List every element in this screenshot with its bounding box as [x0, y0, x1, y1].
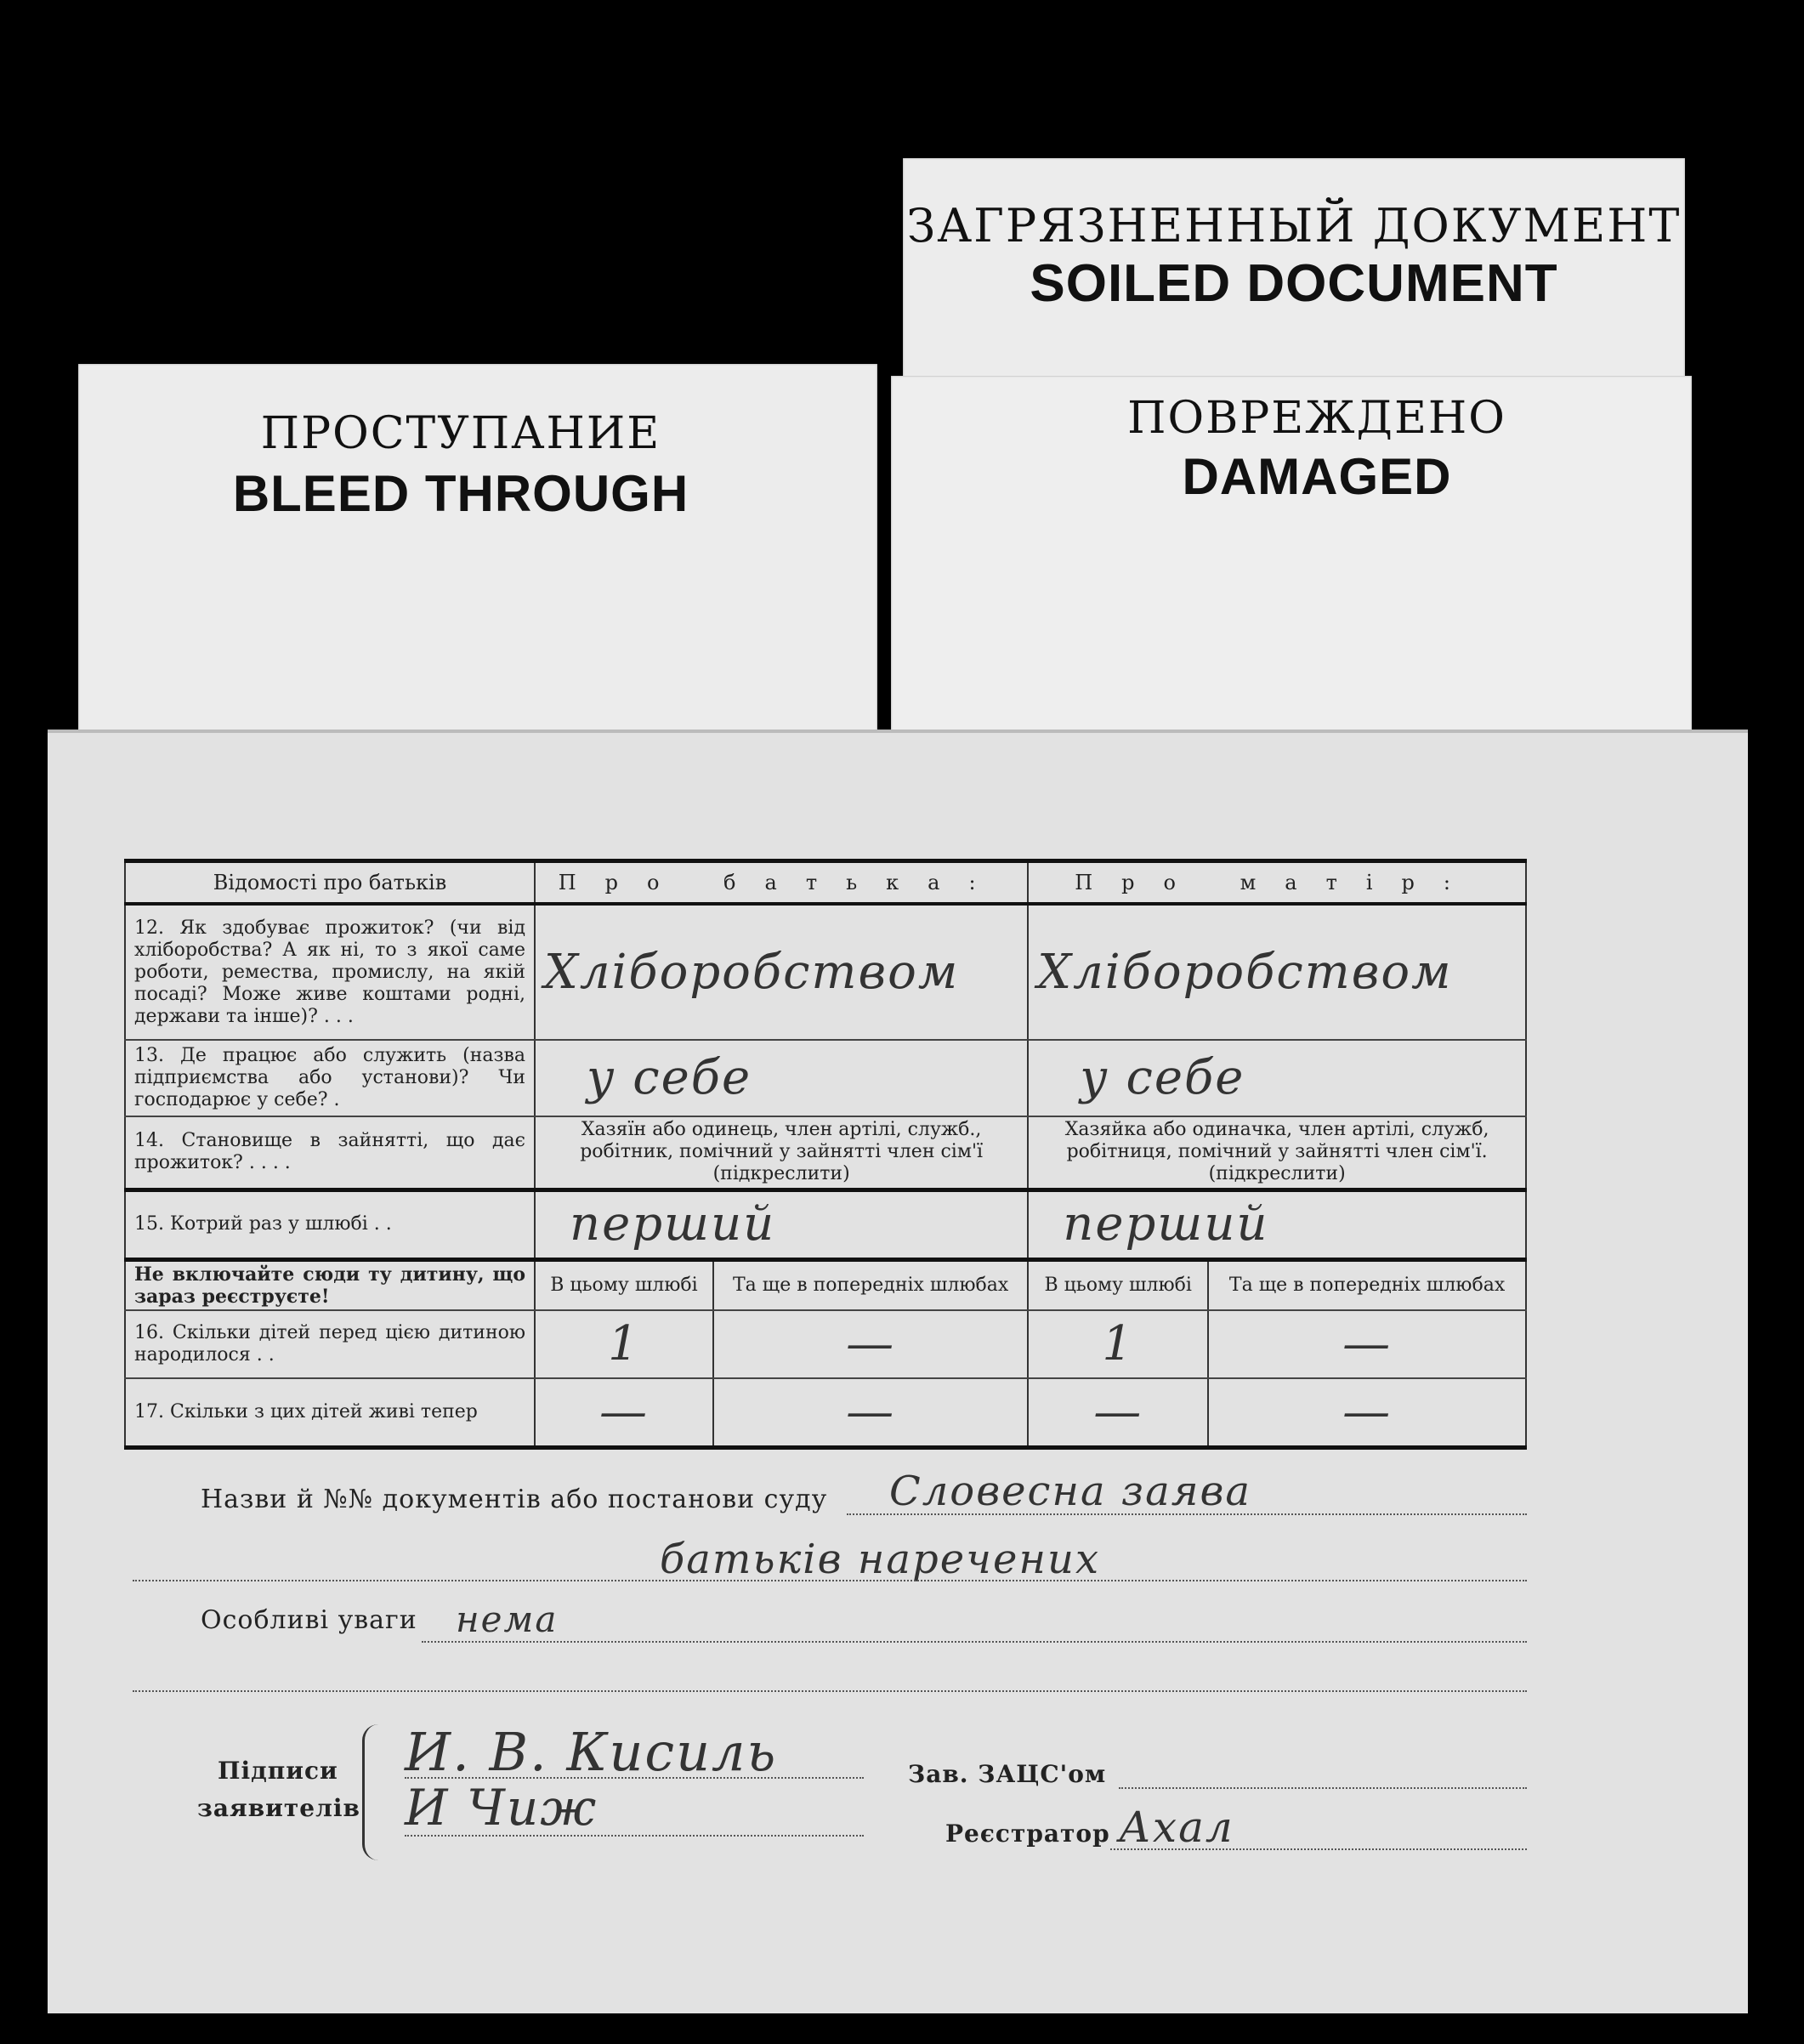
father-living-this: — [535, 1378, 713, 1448]
table-row [125, 1378, 1526, 1448]
bleed-ru-text: ПРОСТУПАНИЕ [260, 408, 661, 459]
registrar-label: Реєстратор [945, 1820, 1110, 1848]
father-livelihood: Хліборобством [535, 904, 1028, 1040]
documents-line-2 [133, 1580, 1527, 1581]
signatures-brace [362, 1724, 378, 1860]
table-row [125, 1040, 1526, 1116]
documents-value-2: батьків наречених [660, 1536, 1101, 1583]
notes-label: Особливі уваги [201, 1605, 417, 1635]
question-16: 16. Скільки дітей перед цією дитиною народилося . . [125, 1310, 535, 1378]
registrar-signature-line [1110, 1848, 1527, 1850]
father-living-prev: — [713, 1378, 1028, 1448]
question-12: 12. Як здобуває прожиток? (чи від хліборобства? А як ні, то з якої саме роботи, ремества, промислу, на якій посаді? Може живе коштами родні, держави та інше)? . . . [125, 904, 535, 1040]
documents-label: Назви й №№ документів або постанови суду [201, 1485, 828, 1514]
father-children-prev: — [713, 1310, 1028, 1378]
father-employment-status: Хазяїн або одинець, член артілі, служб., робітник, помічний у зайнятті член сім'ї (підкреслити) [535, 1116, 1028, 1189]
question-13: 13. Де працює або служить (назва підприємства або установи)? Чи господарює у себе? . [125, 1040, 535, 1116]
mother-children-prev: — [1208, 1310, 1526, 1378]
children-header-row [125, 1259, 1526, 1310]
bleed-through-card [78, 364, 877, 738]
mother-in-previous-marriages: Та ще в попередніх шлюбах [1208, 1259, 1526, 1310]
bleed-en-text: BLEED THROUGH [232, 465, 689, 522]
soiled-ru-text: ЗАГРЯЗНЕННЫЙ ДОКУМЕНТ [906, 199, 1682, 253]
table-row [125, 1116, 1526, 1189]
father-marriage-number: перший [535, 1189, 1028, 1259]
children-exclusion-note: Не включайте сюди ту дитину, що зараз реєструєте! [125, 1259, 535, 1310]
mother-marriage-number: перший [1028, 1189, 1526, 1259]
notes-value: нема [456, 1598, 559, 1640]
documents-line-1 [847, 1513, 1527, 1515]
mother-living-prev: — [1208, 1378, 1526, 1448]
header-father: Про батька: [535, 861, 1028, 905]
table-row [125, 1310, 1526, 1378]
mother-workplace: у себе [1028, 1040, 1526, 1116]
signature-line-2 [405, 1835, 864, 1837]
question-14: 14. Становище в зайнятті, що дає прожиток? . . . . [125, 1116, 535, 1189]
table-row [125, 904, 1526, 1040]
applicant-signature-1: И. В. Кисиль [405, 1721, 778, 1783]
mother-in-this-marriage: В цьому шлюбі [1028, 1259, 1208, 1310]
table-row [125, 1189, 1526, 1259]
registration-form-sheet [48, 730, 1748, 2013]
signatures-label-2: заявителів [197, 1794, 360, 1822]
question-15: 15. Котрий раз у шлюбі . . [125, 1189, 535, 1259]
header-parents-info: Відомості про батьків [125, 861, 535, 905]
registrar-signature: Ахал [1119, 1803, 1234, 1852]
father-children-this: 1 [535, 1310, 713, 1378]
damaged-card [891, 376, 1692, 733]
father-workplace: у себе [535, 1040, 1028, 1116]
soiled-document-card [903, 158, 1685, 388]
father-in-previous-marriages: Та ще в попередніх шлюбах [713, 1259, 1028, 1310]
father-in-this-marriage: В цьому шлюбі [535, 1259, 713, 1310]
mother-livelihood: Хліборобством [1028, 904, 1526, 1040]
table-header-row [125, 861, 1526, 905]
head-label: Зав. ЗАЦС'ом [908, 1760, 1107, 1788]
damaged-ru-text: ПОВРЕЖДЕНО [1127, 393, 1506, 444]
header-mother: Про матір: [1028, 861, 1526, 905]
notes-line-1 [422, 1641, 1527, 1643]
mother-living-this: — [1028, 1378, 1208, 1448]
question-17: 17. Скільки з цих дітей живі тепер [125, 1378, 535, 1448]
damaged-en-text: DAMAGED [1182, 448, 1452, 505]
notes-line-2 [133, 1690, 1527, 1692]
mother-employment-status: Хазяйка або одиначка, член артілі, служб, робітниця, помічний у зайнятті член сім'ї. (підкреслити) [1028, 1116, 1526, 1189]
head-signature-line [1119, 1787, 1527, 1789]
signatures-label-1: Підписи [218, 1757, 338, 1785]
documents-value-1: Словесна заява [889, 1468, 1252, 1515]
parents-info-table [124, 859, 1527, 1450]
mother-children-this: 1 [1028, 1310, 1208, 1378]
soiled-en-text: SOILED DOCUMENT [1030, 254, 1558, 313]
applicant-signature-2: И Чиж [405, 1779, 598, 1837]
